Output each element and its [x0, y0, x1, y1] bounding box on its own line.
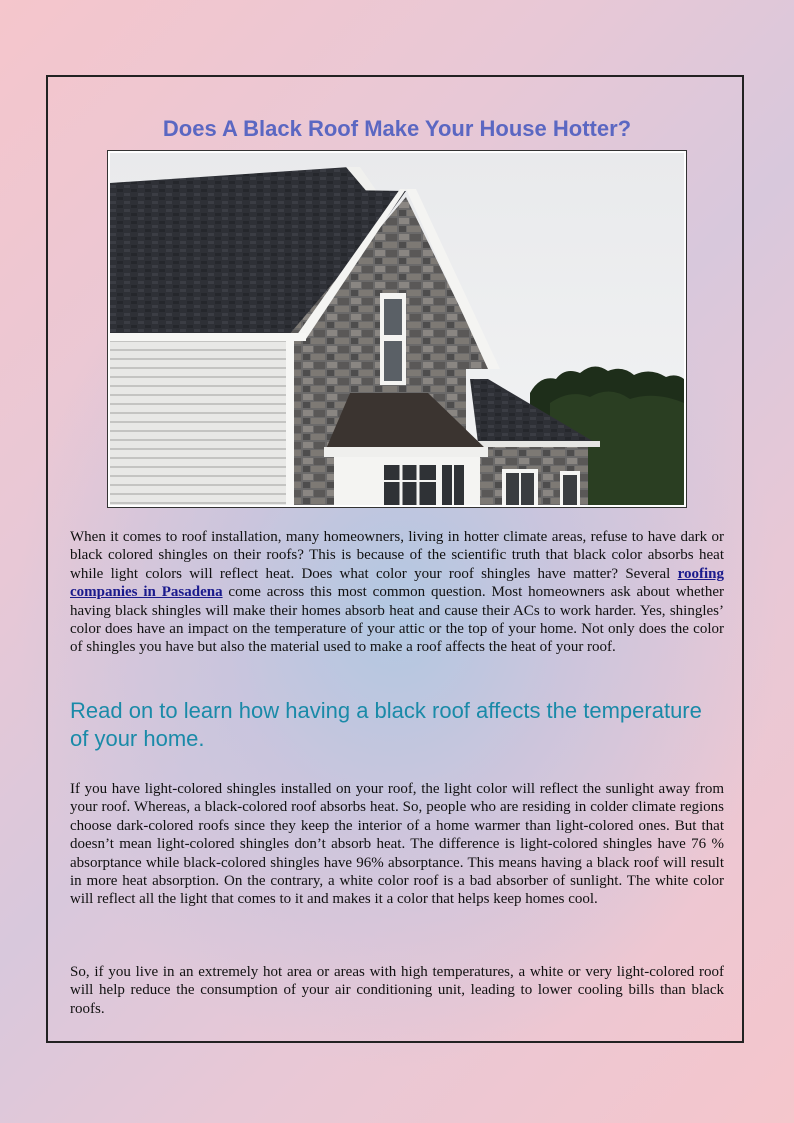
- section-subheading: Read on to learn how having a black roof affects the temperature of your home.: [70, 698, 702, 751]
- intro-text-after-link: come across this most common question. Most homeowners ask about whether having black shingles will make their homes absorb heat and cause their ACs to work harder. Yes, shingles’ color does have an impact on the temperature of your attic or the top of your home. Not only does the color of shingles you have but also the material used to make a roof affects the heat of your roof.: [70, 584, 724, 656]
- roofing-companies-link[interactable]: roofing companies in Pasadena: [70, 565, 724, 601]
- closing-paragraph: So, if you live in an extremely hot area or areas with high temperatures, a white or very light-colored roof will help reduce the consumption of your air conditioning unit, leading to lower cooling bills than black roofs.: [70, 964, 724, 1017]
- intro-text-before-link: When it comes to roof installation, many homeowners, living in hotter climate areas, refuse to have dark or black colored shingles on their roofs? This is because of the scientific truth that black color absorbs heat while light colors will reflect heat. Does what color your roof shingles have matter? Several: [70, 529, 724, 582]
- house-photo: [107, 150, 687, 508]
- intro-paragraph: [70, 528, 724, 657]
- body-paragraph: If you have light-colored shingles installed on your roof, the light color will reflect the sunlight away from your roof. Whereas, a black-colored roof absorbs heat. So, people who are residing in colder climate regions choose dark-colored roofs since they keep the interior of a home warmer than light-colored ones. But that doesn’t mean light-colored shingles don’t absorb heat. The difference is light-colored shingles have 76 % absorptance while black-colored shingles have 96% absorptance. This means having a black roof will result in more heat absorption. On the contrary, a white color roof is a bad absorber of sunlight. The white color will reflect all the light that comes to it and makes it a color that helps keep homes cool.: [70, 781, 724, 908]
- page-title: Does A Black Roof Make Your House Hotter?: [162, 116, 632, 141]
- house-photo-icon: [110, 153, 684, 505]
